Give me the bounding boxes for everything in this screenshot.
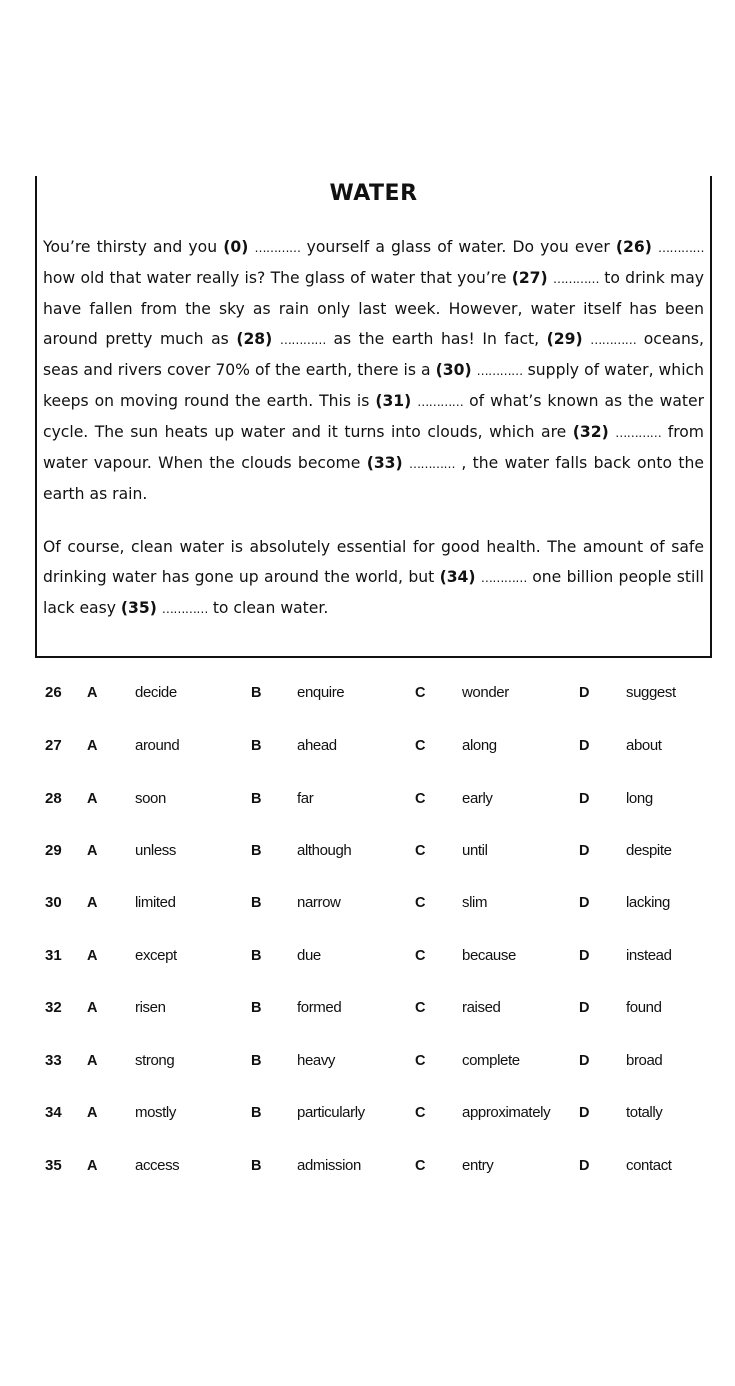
gap-number: (33) bbox=[366, 454, 403, 472]
text: from water vapour. When the clouds become bbox=[43, 423, 704, 472]
option-letter-d: D bbox=[579, 1000, 590, 1016]
option-letter-d: D bbox=[579, 685, 590, 701]
gap-dots: ………… bbox=[279, 333, 326, 347]
gap-number: (32) bbox=[572, 423, 609, 441]
option-d[interactable]: broad bbox=[626, 1052, 663, 1069]
option-letter-b: B bbox=[251, 843, 262, 859]
option-row bbox=[0, 1151, 735, 1181]
gap-dots: ………… bbox=[409, 457, 456, 471]
option-b[interactable]: admission bbox=[297, 1157, 361, 1174]
text: to drink may have fallen from the sky as rain only last week. However, water itself has been around pretty much as bbox=[43, 269, 704, 348]
option-letter-c: C bbox=[415, 791, 426, 807]
gap-number: (29) bbox=[546, 330, 583, 348]
option-a[interactable]: unless bbox=[135, 842, 176, 859]
option-row bbox=[0, 836, 735, 866]
text: how old that water really is? The glass of water that you’re bbox=[43, 269, 512, 287]
option-c[interactable]: wonder bbox=[462, 684, 509, 701]
question-number: 31 bbox=[45, 947, 62, 964]
option-letter-a: A bbox=[87, 895, 98, 911]
question-number: 33 bbox=[45, 1052, 62, 1069]
text: Of course, clean water is absolutely essential for good health. The amount of safe drinking water has gone up around the world, but bbox=[43, 538, 704, 586]
passage-title: WATER bbox=[329, 181, 418, 206]
text: oceans, seas and rivers cover 70% of the earth, there is a bbox=[43, 330, 704, 379]
option-letter-a: A bbox=[87, 738, 98, 754]
option-letter-d: D bbox=[579, 1158, 590, 1174]
option-d[interactable]: instead bbox=[626, 947, 672, 964]
option-letter-a: A bbox=[87, 1105, 98, 1121]
option-d[interactable]: long bbox=[626, 790, 653, 807]
option-d[interactable]: suggest bbox=[626, 684, 676, 701]
gap-dots: ………… bbox=[590, 333, 637, 347]
text: supply of water, which keeps on moving round the earth. This is bbox=[43, 361, 704, 410]
option-letter-c: C bbox=[415, 948, 426, 964]
option-c[interactable]: slim bbox=[462, 894, 488, 911]
option-row bbox=[0, 1046, 735, 1076]
option-b[interactable]: formed bbox=[297, 999, 342, 1016]
option-letter-d: D bbox=[579, 1105, 590, 1121]
question-number: 27 bbox=[45, 737, 62, 754]
gap-number: (26) bbox=[615, 238, 652, 256]
gap-number: (28) bbox=[236, 330, 273, 348]
option-letter-b: B bbox=[251, 791, 262, 807]
option-letter-a: A bbox=[87, 791, 98, 807]
option-d[interactable]: lacking bbox=[626, 894, 670, 911]
option-letter-c: C bbox=[415, 1105, 426, 1121]
option-letter-c: C bbox=[415, 685, 426, 701]
passage-box bbox=[35, 176, 712, 658]
option-c[interactable]: early bbox=[462, 790, 493, 807]
text: of what’s known as the water cycle. The sun heats up water and it turns into clouds, which are bbox=[43, 392, 704, 441]
option-a[interactable]: risen bbox=[135, 999, 166, 1016]
text: You’re thirsty and you bbox=[43, 238, 224, 256]
option-row bbox=[0, 1098, 735, 1128]
option-letter-a: A bbox=[87, 1053, 98, 1069]
option-letter-b: B bbox=[251, 685, 262, 701]
question-number: 35 bbox=[45, 1157, 62, 1174]
option-d[interactable]: contact bbox=[626, 1157, 672, 1174]
option-b[interactable]: heavy bbox=[297, 1052, 336, 1069]
option-a[interactable]: strong bbox=[135, 1052, 175, 1069]
text: , the water falls back onto the earth as rain. bbox=[43, 454, 704, 503]
option-letter-d: D bbox=[579, 843, 590, 859]
option-a[interactable]: access bbox=[135, 1157, 180, 1174]
paragraph-1 bbox=[43, 232, 704, 509]
option-a[interactable]: except bbox=[135, 947, 177, 964]
option-d[interactable]: about bbox=[626, 737, 662, 754]
option-letter-d: D bbox=[579, 791, 590, 807]
option-b[interactable]: far bbox=[297, 790, 314, 807]
gap-dots: ………… bbox=[254, 241, 301, 255]
option-row bbox=[0, 993, 735, 1023]
option-letter-b: B bbox=[251, 895, 262, 911]
option-letter-b: B bbox=[251, 1158, 262, 1174]
option-letter-a: A bbox=[87, 843, 98, 859]
option-letter-b: B bbox=[251, 1105, 262, 1121]
option-letter-a: A bbox=[87, 948, 98, 964]
option-letter-a: A bbox=[87, 1000, 98, 1016]
question-number: 26 bbox=[45, 684, 62, 701]
option-letter-b: B bbox=[251, 948, 262, 964]
option-letter-a: A bbox=[87, 1158, 98, 1174]
question-number: 30 bbox=[45, 894, 62, 911]
text: as the earth has! In fact, bbox=[325, 330, 547, 348]
option-c[interactable]: along bbox=[462, 737, 497, 754]
option-c[interactable]: raised bbox=[462, 999, 501, 1016]
option-b[interactable]: particularly bbox=[297, 1104, 365, 1121]
option-row bbox=[0, 888, 735, 918]
gap-dots: ………… bbox=[417, 395, 464, 409]
gap-dots: ………… bbox=[615, 426, 662, 440]
option-a[interactable]: mostly bbox=[135, 1104, 176, 1121]
gap-dots: ………… bbox=[552, 272, 599, 286]
option-letter-b: B bbox=[251, 738, 262, 754]
option-letter-c: C bbox=[415, 1053, 426, 1069]
option-letter-c: C bbox=[415, 1158, 426, 1174]
option-a[interactable]: around bbox=[135, 737, 180, 754]
gap-dots: ………… bbox=[476, 364, 523, 378]
question-number: 32 bbox=[45, 999, 62, 1016]
gap-number: (30) bbox=[435, 361, 472, 379]
gap-dots: ………… bbox=[480, 571, 527, 585]
option-b[interactable]: narrow bbox=[297, 894, 341, 911]
question-number: 28 bbox=[45, 790, 62, 807]
gap-number: (27) bbox=[511, 269, 548, 287]
option-b[interactable]: enquire bbox=[297, 684, 345, 701]
option-row bbox=[0, 941, 735, 971]
option-letter-c: C bbox=[415, 738, 426, 754]
option-c[interactable]: because bbox=[462, 947, 516, 964]
gap-number: (31) bbox=[375, 392, 412, 410]
option-letter-c: C bbox=[415, 1000, 426, 1016]
gap-number: (35) bbox=[120, 599, 157, 617]
text: yourself a glass of water. Do you ever bbox=[300, 238, 616, 256]
option-letter-d: D bbox=[579, 895, 590, 911]
text: to clean water. bbox=[207, 599, 329, 617]
option-letter-b: B bbox=[251, 1053, 262, 1069]
option-letter-c: C bbox=[415, 843, 426, 859]
option-a[interactable]: limited bbox=[135, 894, 176, 911]
option-letter-d: D bbox=[579, 738, 590, 754]
option-b[interactable]: although bbox=[297, 842, 352, 859]
gap-dots: ………… bbox=[161, 602, 208, 616]
gap-number: (34) bbox=[439, 568, 476, 586]
option-a[interactable]: decide bbox=[135, 684, 177, 701]
option-d[interactable]: totally bbox=[626, 1104, 663, 1121]
option-letter-a: A bbox=[87, 685, 98, 701]
option-row bbox=[0, 731, 735, 761]
option-c[interactable]: complete bbox=[462, 1052, 520, 1069]
option-d[interactable]: despite bbox=[626, 842, 672, 859]
option-d[interactable]: found bbox=[626, 999, 662, 1016]
option-letter-d: D bbox=[579, 948, 590, 964]
option-letter-d: D bbox=[579, 1053, 590, 1069]
option-c[interactable]: entry bbox=[462, 1157, 494, 1174]
question-number: 34 bbox=[45, 1104, 62, 1121]
option-row bbox=[0, 784, 735, 814]
text: one billion people still lack easy bbox=[43, 568, 704, 617]
paragraph-2 bbox=[43, 532, 704, 624]
option-a[interactable]: soon bbox=[135, 790, 166, 807]
option-row bbox=[0, 678, 735, 708]
gap-dots: ………… bbox=[658, 241, 704, 255]
option-b[interactable]: ahead bbox=[297, 737, 337, 754]
option-b[interactable]: due bbox=[297, 947, 321, 964]
gap-number: (0) bbox=[223, 238, 249, 256]
option-c[interactable]: approximately bbox=[462, 1104, 551, 1121]
option-letter-c: C bbox=[415, 895, 426, 911]
question-number: 29 bbox=[45, 842, 62, 859]
option-letter-b: B bbox=[251, 1000, 262, 1016]
option-c[interactable]: until bbox=[462, 842, 488, 859]
